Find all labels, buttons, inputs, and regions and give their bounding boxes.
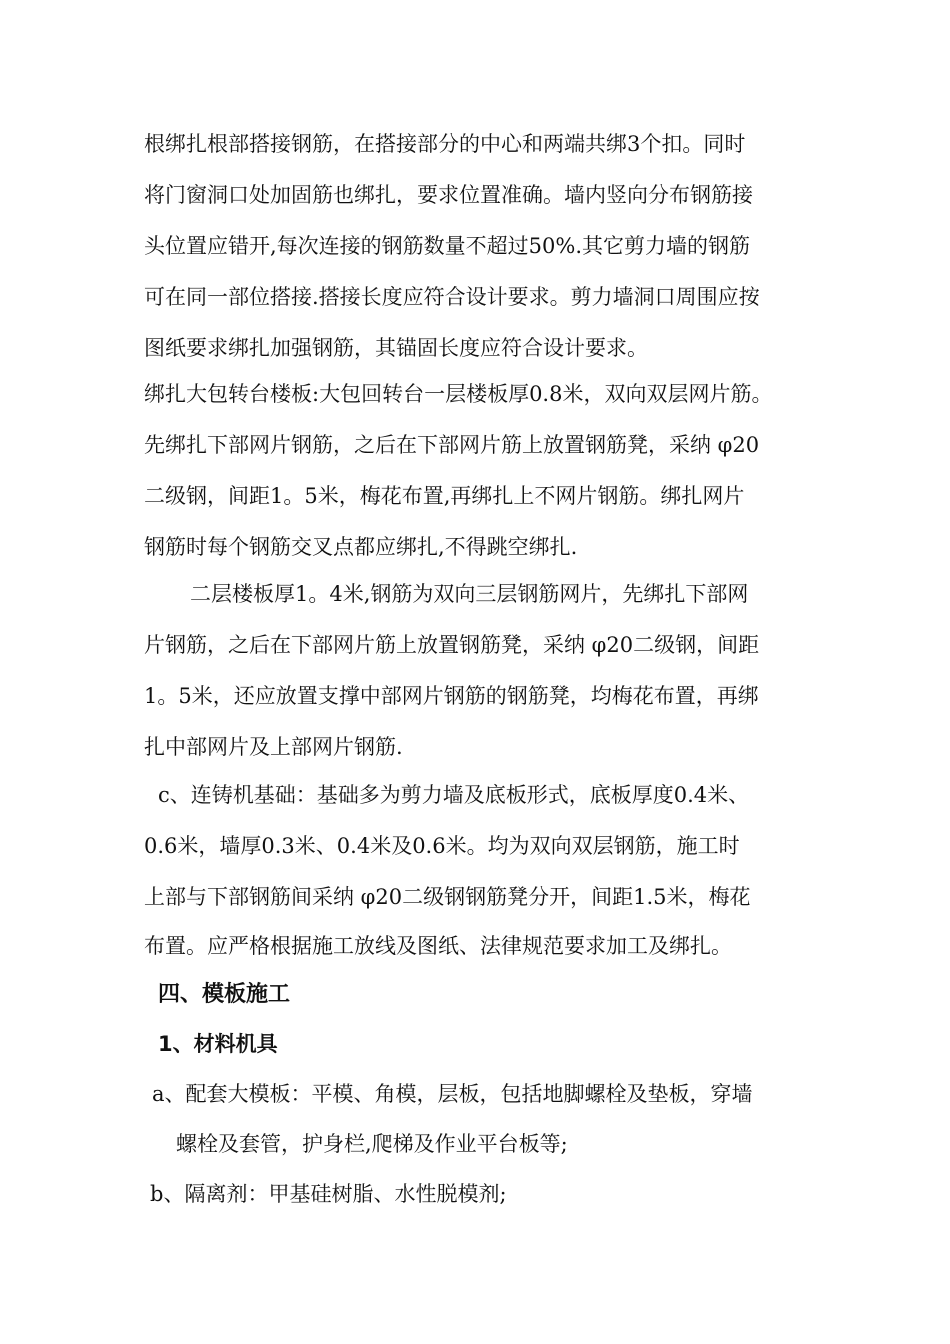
paragraph-second-floor-line-4: 扎中部网片及上部网片钢筋. (144, 735, 403, 759)
paragraph-wall-rebar-line-3: 头位置应错开,每次连接的钢筋数量不超过50%.其它剪力墙的钢筋 (144, 234, 751, 258)
paragraph-second-floor-line-2: 片钢筋，之后在下部网片筋上放置钢筋凳，采纳 φ20二级钢，间距 (144, 633, 760, 657)
paragraph-wall-rebar-line-4: 可在同一部位搭接.搭接长度应符合设计要求。剪力墙洞口周围应按 (144, 285, 760, 309)
list-item-a-line-2: 螺栓及套管，护身栏,爬梯及作业平台板等; (176, 1132, 568, 1156)
list-item-b-line-1: b、隔离剂：甲基硅树脂、水性脱模剂; (150, 1182, 507, 1206)
paragraph-wall-rebar-line-5: 图纸要求绑扎加强钢筋，其锚固长度应符合设计要求。 (144, 336, 648, 360)
paragraph-ladle-turret-line-4: 钢筋时每个钢筋交叉点都应绑扎,不得跳空绑扎. (144, 535, 578, 559)
paragraph-ladle-turret-line-1: 绑扎大包转台楼板:大包回转台一层楼板厚0.8米，双向双层网片筋。 (144, 382, 773, 406)
paragraph-caster-foundation-line-4: 布置。应严格根据施工放线及图纸、法律规范要求加工及绑扎。 (144, 934, 732, 958)
paragraph-wall-rebar-line-1: 根绑扎根部搭接钢筋，在搭接部分的中心和两端共绑3个扣。同时 (144, 132, 746, 156)
paragraph-caster-foundation-line-2: 0.6米，墙厚0.3米、0.4米及0.6米。均为双向双层钢筋，施工时 (144, 834, 740, 858)
paragraph-wall-rebar-line-2: 将门窗洞口处加固筋也绑扎，要求位置准确。墙内竖向分布钢筋接 (144, 183, 753, 207)
paragraph-second-floor-line-1: 二层楼板厚1。4米,钢筋为双向三层钢筋网片，先绑扎下部网 (190, 582, 749, 606)
paragraph-ladle-turret-line-2: 先绑扎下部网片钢筋，之后在下部网片筋上放置钢筋凳，采纳 φ20 (144, 433, 760, 457)
section-heading: 四、模板施工 (158, 982, 291, 1007)
list-item-a-line-1: a、配套大模板：平模、角模，层板，包括地脚螺栓及垫板，穿墙 (152, 1082, 753, 1106)
paragraph-ladle-turret-line-3: 二级钢，间距1。5米，梅花布置,再绑扎上不网片钢筋。绑扎网片 (144, 484, 745, 508)
paragraph-second-floor-line-3: 1。5米，还应放置支撑中部网片钢筋的钢筋凳，均梅花布置，再绑 (144, 684, 759, 708)
paragraph-caster-foundation-line-3: 上部与下部钢筋间采纳 φ20二级钢钢筋凳分开，间距1.5米，梅花 (144, 885, 751, 909)
subsection-heading: 1、材料机具 (158, 1032, 278, 1056)
paragraph-caster-foundation-line-1: c、连铸机基础：基础多为剪力墙及底板形式，底板厚度0.4米、 (158, 783, 750, 807)
